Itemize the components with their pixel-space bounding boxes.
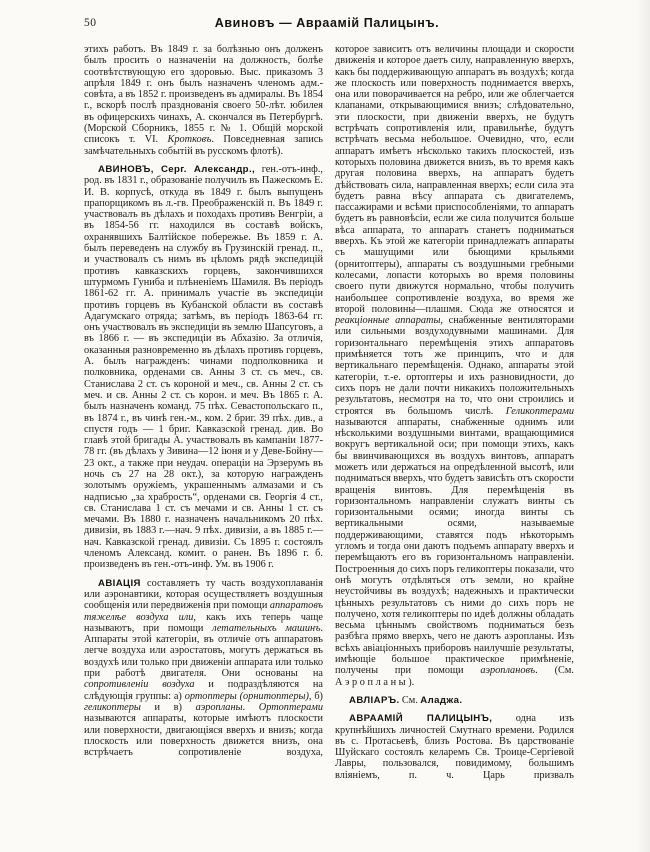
text-run-normal: . — [242, 701, 259, 713]
text-run-normal: . (См. — [535, 665, 574, 677]
text-run-italic: аппаратовъ тяжелѣе воздуха или — [84, 600, 323, 623]
text-run-normal: . Повседневная запись замѣчательныхъ событій въ русскомъ флотѣ). — [84, 134, 323, 157]
text-run-bold: Аладжа. — [420, 694, 463, 706]
entry-avinov-serg-aleksandr — [84, 164, 323, 571]
text-run-normal: называются аппараты, которые имѣютъ плоскости или поверхности, двигающіяся вверхъ и внизъ; когда плоскость или поверхность движется внизъ, она встрѣчаетъ сопротивленіе воздуха, — [84, 713, 323, 759]
text-run-normal: одна изъ крупнѣйшихъ личностей Смутнаго времени. Родился въ с. Протасьевѣ, близъ Ростова. Въ царствованіе Шуйскаго состоялъ келаремъ Св. Троице-Сергіевой Лавры, пользовался, повидимому, большимъ вліяніемъ, п. ч. Царь призвалъ — [335, 713, 574, 781]
text-run-normal: этихъ работъ. Въ 1849 г. за болѣзнью онъ долженъ былъ просить о назначеніи на должность, болѣе соотвѣтствующую его здоровью. Выс. приказомъ 3 апрѣля 1849 г. онъ былъ назначенъ членомъ адм.-совѣта, а въ 1852 г. произведенъ въ адмиралы. Въ 1854 г., вскорѣ послѣ празднованія своего 50-лѣт. юбилея въ офицерскихъ чинахъ, А. скончался въ Петербургѣ. (Морской Сборникъ, 1855 г. № 1. Общій морской списокъ т. VI. — [84, 44, 323, 146]
text-run-normal: ). — [408, 676, 415, 688]
text-run-normal: ген.-отъ-инф., род. въ 1831 г., образованіе получилъ въ Пажескомъ Е. И. В. корпусѣ, откуда въ 1849 г. былъ выпущенъ прапорщикомъ въ л.-гв. Преображенскій п. Въ 1849 г. участвовалъ въ дѣлахъ и походахъ противъ Венгріи, а въ 1854-56 гг. находился въ составѣ войскъ, охранявшихъ Балтійское побережье. Въ 1859 г. А. былъ переведенъ на службу въ Грузинскій гренад. п., и участвовалъ съ нимъ въ цѣломъ рядѣ экспедицій противъ кавказскихъ горцевъ, закончившихся штурмомъ Гуниба и плѣненіемъ Шамиля. Въ періодъ 1861-62 гг. А. принималъ участіе въ экспедиціи противъ горцевъ въ Кубанской области въ составѣ Адагумскаго отряда; затѣмъ, въ періодъ 1863-64 гг. онъ участвовалъ въ экспедиціи въ землю Шапсуговъ, а въ 1866 г. — въ экспедиціи въ Абхазію. За отличія, оказанныя разновременно въ дѣлахъ противъ горцевъ, А. былъ награжденъ: чинами подполковника и полковника, орденами св. Анны 3 ст. съ меч., св. Станислава 2 ст. съ короной и меч., св. Анны 2 ст. съ меч. и св. Анны 2 ст. съ корон. и меч. Въ 1865 г. А. былъ назначенъ команд. 75 пѣх. Севастопольскаго п., въ 1874 г., въ чинѣ ген.-м., ком. 2 бриг. 39 пѣх. див., а спустя годъ — 1 бриг. Кавказской гренад. див. Во главѣ этой бригады А. участвовалъ въ кампаніи 1877-78 гг. (въ дѣлахъ у Зивина—12 іюня и у Деве-Бойну—23 окт., а также при неудач. операціи на Эрзерумъ въ ночь съ 27 на 28 окт.), за которую награжденъ золотымъ оружіемъ, украшеннымъ алмазами и съ надписью „за храбрость“, орденами св. Георгія 4 ст., св. Станислава 1 ст. съ мечами и св. Анны 1 ст. съ мечами. Въ 1880 г. назначенъ начальникомъ 20 пѣх. дивизіи, въ 1883 г.—нач. 9 пѣх. дивизіи, а въ 1885 г.—нач. Кавказской гренад. дивизіи. Съ 1895 г. состоялъ членомъ Александ. комит. о ранен. Въ 1896 г. б. произведенъ въ ген.-отъ-инф. Ум. въ 1906 г. — [84, 163, 324, 571]
text-run-bold: АВРААМІЙ ПАЛИЦЫНЪ, — [349, 713, 493, 725]
page-title: Авиновъ — Авраамій Палицынъ. — [214, 16, 440, 30]
para-avinov-m-i-tail — [84, 44, 323, 157]
text-run-normal: , какъ ихъ теперь чаще называютъ, при помощи — [84, 611, 323, 634]
text-run-italic: геликоптеры — [84, 701, 141, 713]
entry-aviatsia-part-1 — [84, 578, 323, 759]
text-run-normal: . Аппараты этой категоріи, въ отличіе отъ аппаратовъ легче воздуха или аэростатовъ, могутъ держаться въ воздухѣ или только при движеніи аппарата или только при работѣ двигателя. Они основаны на — [84, 622, 323, 680]
text-run-italic: летательныхъ машинъ — [212, 622, 321, 634]
page-number: 50 — [84, 17, 97, 29]
text-run-italic: Кротковъ — [167, 134, 212, 146]
text-run-normal: которое зависитъ отъ величины площади и скорости движенія и которое даетъ силу, направленную вверхъ, какъ бы поддерживающую аппаратъ въ воздухѣ; когда же плоскость или поверхность поднимается вверхъ, она или поворачивается на ребро, или же облегчается клапанами, открывающимися внизъ; слѣдовательно, эти плоскости, при движеніи вверхъ, не будутъ встрѣчать сопротивленія или, правильнѣе, будутъ встрѣчать весьма небольшое. Очевидно, что, если аппаратъ имѣетъ нѣсколько такихъ плоскостей, изъ которыхъ половина движется внизъ, въ то время какъ другая половина вверхъ, на аппаратъ будетъ дѣйствовать сила, направленная вверхъ; если сила эта будетъ равна вѣсу аппарата съ двигателемъ, пассажирами и всѣми приспособленіями, то аппаратъ будетъ въ равновѣсіи, если же сила получится больше вѣса аппарата, то аппаратъ станетъ подниматься вверхъ. Къ этой же категоріи принадлежатъ аппараты съ машущими или бьющими крыльями (орнитоптеры), аппараты съ воздушными гребными колесами, лопасти которыхъ во время половины своего пути движутся нормально, чтобы получить наибольшее сопротивленіе воздуха, во время же второй половины—плашмя. Сюда же относятся и — [335, 44, 574, 315]
text-run-spaced: Аэропланы — [335, 676, 409, 688]
entry-avraamiy-palitsyn — [335, 713, 574, 781]
text-run-bold: АВІАЦІЯ — [98, 577, 141, 589]
text-run-italic: Ортоптерами — [258, 701, 323, 713]
text-run-italic: аэроплановъ — [480, 665, 536, 677]
text-run-bold: АВЛІАРЪ. — [349, 694, 400, 706]
text-run-normal: и подраздѣляются на слѣдующія группы: а) — [84, 679, 324, 702]
text-run-italic: реакціонные аппараты — [335, 315, 441, 327]
column-right — [335, 44, 574, 781]
running-head — [84, 16, 570, 32]
text-run-italic: ортоптеры (орнитоптеры) — [184, 690, 309, 702]
text-block — [84, 44, 574, 781]
text-run-bold: АВИНОВЪ, Серг. Александр., — [98, 163, 256, 175]
text-run-normal: См. — [399, 694, 421, 706]
text-run-italic: аэропланы — [195, 701, 243, 713]
entry-aviatsia-part-2 — [335, 44, 574, 688]
column-left — [84, 44, 323, 781]
text-run-normal: называются аппараты, снабженные однимъ или нѣсколькими воздушными винтами, вращающимися вокругъ вертикальной оси; при помощи этихъ, какъ бы ввинчивающихся въ воздухъ винтовъ, аппаратъ можетъ или держаться на опредѣленной высотѣ, или подниматься вверхъ, что будетъ зависѣть отъ скорости вращенія винтовъ. Для перемѣщенія въ горизонтальномъ направленіи служатъ винты съ горизонтальными осями; иногда винты съ вертикальными осями, называемые поддерживающими, ставятся подъ нѣкоторымъ угломъ и тогда они даютъ подъемъ аппарату вверхъ и перемѣщаютъ его въ горизонтальномъ направленіи. Построенныя до сихъ поръ геликоптеры показали, что онѣ могутъ отдѣляться отъ земли, но крайне неустойчивы въ воздухѣ; надежныхъ и практически цѣнныхъ результатовъ съ ними до сихъ поръ не получено, хотя геликоптеры по идеѣ должны обладать весьма цѣннымъ свойствомъ подниматься безъ разбѣга прямо вверхъ, чего не даютъ аэропланы. Изъ всѣхъ авіаціонныхъ приборовъ наилучшіе результаты, имѣющіе большое практическое примѣненіе, получены при помощи — [335, 416, 574, 677]
text-run-normal: составляетъ ту часть воздухоплаванія или аэронавтики, которая осуществляетъ воздушныя сообщенія или передвиженія при помощи — [84, 577, 323, 612]
text-run-italic: сопротивленіи воздуха — [84, 679, 195, 691]
text-run-normal: , б) — [308, 690, 323, 702]
text-run-italic: Геликоптерами — [505, 405, 574, 417]
text-run-normal: и в) — [140, 701, 196, 713]
text-run-normal: , снабженные вентиляторами или сильными воздуходувными машинами. Для горизонтальнаго перемѣщенія этихъ аппаратовъ примѣняется тотъ же принципъ, что и для вертикальнаго перемѣщенія. Однако, аппараты этой категоріи, т.-е. ортоптеры и ихъ разновидности, до сихъ поръ не дали почти никакихъ положительныхъ результатовъ, несмотря на то, что они строились и строятся въ большомъ числѣ. — [335, 315, 575, 417]
entry-avliar — [335, 695, 574, 706]
